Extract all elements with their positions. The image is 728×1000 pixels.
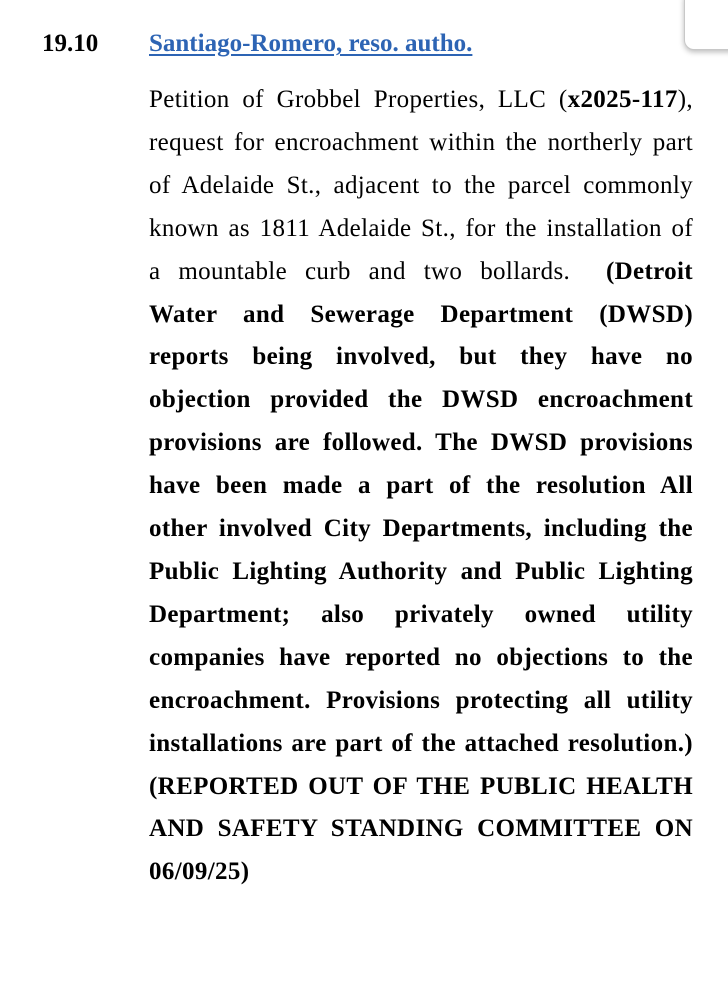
description-request: ), request for encroachment within the northerly part of Adelaide St., adjacent to the parcel commonly known as 1811 Adelaide St., for the installation of a mountable curb and two bollards. [149, 86, 693, 285]
agenda-item-number: 19.10 [42, 30, 99, 57]
floating-panel-corner[interactable] [684, 0, 728, 50]
description-intro: Petition of Grobbel Properties, LLC ( [149, 86, 568, 113]
department-reports-note: (Detroit Water and Sewerage Department (DWSD) reports being involved, but they have no objection provided the DWSD encroachment provisions are followed. The DWSD provisions have been made a part of the resolution All other involved City Departments, including the Public Lighting Authority and Public Lighting Department; also privately owned utility companies have reported no objections to the encroachment. Provisions protecting all utility installations are part of the attached resolution.) (REPORTED OUT OF THE PUBLIC HEALTH AND SAFETY STANDING COMMITTEE ON 06/09/25) [149, 257, 693, 886]
file-number: x2025-117 [567, 86, 678, 113]
sponsor-resolution-link[interactable]: Santiago-Romero, reso. autho. [149, 30, 473, 57]
item-description [149, 79, 693, 894]
